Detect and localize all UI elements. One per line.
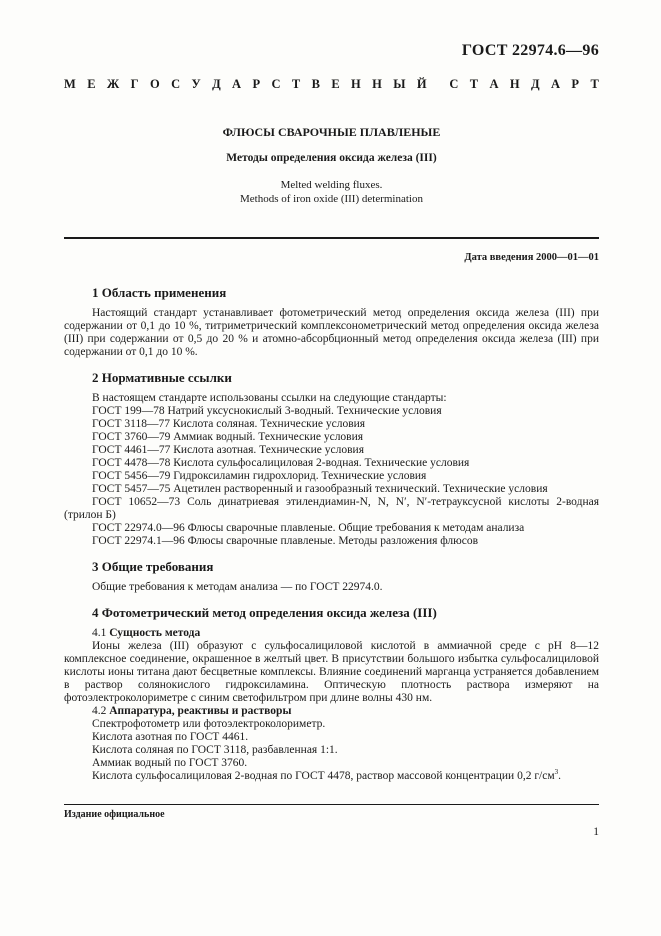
reference-item: ГОСТ 4478—78 Кислота сульфосалициловая 2-водная. Технические условия: [92, 457, 470, 469]
heading-letter: Т: [291, 77, 301, 91]
heading-letter: О: [149, 77, 160, 91]
heading-letter: М: [64, 77, 76, 91]
reference-item: ГОСТ 5457—75 Ацетилен растворенный и газообразный технический. Технические условия: [92, 483, 548, 495]
page-number: 1: [593, 826, 599, 838]
english-title-line: Methods of iron oxide (III) determination: [240, 193, 423, 205]
document-subtitle: Методы определения оксида железа (III): [226, 152, 437, 164]
heading-letter: Д: [212, 77, 221, 91]
heading-letter: Е: [87, 77, 96, 91]
document-body: [64, 286, 599, 783]
section-heading: 2 Нормативные ссылки: [92, 370, 232, 385]
document-title: ФЛЮСЫ СВАРОЧНЫЕ ПЛАВЛЕНЫЕ: [222, 125, 441, 139]
introduction-date: Дата введения 2000—01—01: [464, 252, 599, 263]
equipment-item-text: Кислота сульфосалициловая 2-водная по ГОСТ 4478, раствор массовой концентрации 0,2 г/см: [92, 770, 555, 782]
equipment-item: Аммиак водный по ГОСТ 3760.: [92, 757, 248, 769]
heading-letter: С: [449, 77, 459, 91]
english-title: [64, 178, 599, 206]
heading-letter: Р: [252, 77, 261, 91]
heading-letter: Ж: [106, 77, 120, 91]
heading-letter: В: [311, 77, 320, 91]
heading-letter: С: [171, 77, 181, 91]
section-heading: 1 Область применения: [92, 285, 227, 300]
equipment-item: Кислота азотная по ГОСТ 4461.: [92, 731, 249, 743]
section-paragraph: Ионы железа (III) образуют с сульфосалициловой кислотой в аммиачной среде с рН 8—12 комплексное соединение, окрашенное в желтый цвет. В присутствии большого избытка сульфосалициловой кислоты ионы титана дают бесцветные комплексы. Влияние соединений марганца устраняется добавлением в раствор солянокислого гидроксиламина. Оптическую плотность раствора измеряют на фотоэлектроколориметре с синим светофильтром при длине волны 430 нм.: [64, 640, 599, 704]
heading-letter: Ы: [393, 77, 406, 91]
heading-letter: Н: [351, 77, 361, 91]
footer-divider: [64, 804, 599, 805]
reference-item: ГОСТ 4461—77 Кислота азотная. Технические условия: [92, 444, 364, 456]
heading-letter: Т: [590, 77, 599, 91]
heading-letter: Д: [531, 77, 540, 91]
heading-letter: Н: [509, 77, 520, 91]
equipment-item: Кислота соляная по ГОСТ 3118, разбавленная 1:1.: [92, 744, 338, 756]
heading-letter: А: [551, 77, 561, 91]
heading-letter: Г: [130, 77, 139, 91]
heading-letter: А: [489, 77, 499, 91]
superscript: 3: [554, 768, 559, 777]
heading-letter: У: [191, 77, 201, 91]
title-divider: [64, 237, 599, 239]
subsection-heading: [64, 705, 599, 718]
heading-letter: Т: [469, 77, 479, 91]
reference-item: ГОСТ 10652—73 Соль динатриевая этилендиамин-N, N, N′, N′-тетрауксусной кислоты 2-водная (трилон Б): [64, 496, 599, 521]
reference-item: ГОСТ 3118—77 Кислота соляная. Технические условия: [92, 418, 366, 430]
subsection-title: Аппаратура, реактивы и растворы: [109, 705, 292, 717]
heading-letter: Р: [571, 77, 580, 91]
section-heading: 4 Фотометрический метод определения оксида железа (III): [92, 605, 437, 620]
standard-type-heading: [64, 77, 599, 92]
gost-number: ГОСТ 22974.6—96: [461, 42, 599, 59]
subsection-number: 4.2: [92, 705, 107, 717]
heading-letter: Н: [372, 77, 382, 91]
equipment-item: Спектрофотометр или фотоэлектроколориметр.: [92, 718, 326, 730]
section-paragraph: Настоящий стандарт устанавливает фотометрический метод определения оксида железа (III) при содержании от 0,1 до 10 %, титриметрический комплексонометрический метод определения оксида железа (III) при содержании от 0,5 до 20 % и атомно-абсорбционный метод определения оксида железа (III) при содержании от 0,1 до 10 %.: [64, 307, 599, 358]
equipment-item-end: .: [558, 770, 561, 782]
subsection-number: 4.1: [92, 627, 107, 639]
heading-letter: А: [232, 77, 242, 91]
reference-item: ГОСТ 22974.0—96 Флюсы сварочные плавленые. Общие требования к методам анализа: [92, 522, 525, 534]
heading-letter: Е: [331, 77, 340, 91]
section-heading: 3 Общие требования: [92, 559, 214, 574]
equipment-item: [64, 770, 599, 783]
reference-item: ГОСТ 3760—79 Аммиак водный. Технические условия: [92, 431, 364, 443]
subsection-heading: [64, 627, 599, 640]
heading-letter: Й: [416, 77, 427, 91]
reference-item: ГОСТ 199—78 Натрий уксуснокислый 3-водный. Технические условия: [92, 405, 442, 417]
section-paragraph: В настоящем стандарте использованы ссылки на следующие стандарты:: [92, 392, 447, 404]
section-paragraph: Общие требования к методам анализа — по ГОСТ 22974.0.: [92, 581, 383, 593]
reference-item: ГОСТ 5456—79 Гидроксиламин гидрохлорид. Технические условия: [92, 470, 427, 482]
reference-item: ГОСТ 22974.1—96 Флюсы сварочные плавленые. Методы разложения флюсов: [92, 535, 479, 547]
edition-note: Издание официальное: [64, 809, 165, 820]
subsection-title: Сущность метода: [109, 627, 201, 639]
heading-letter: С: [271, 77, 281, 91]
english-title-line: Melted welding fluxes.: [280, 179, 383, 191]
